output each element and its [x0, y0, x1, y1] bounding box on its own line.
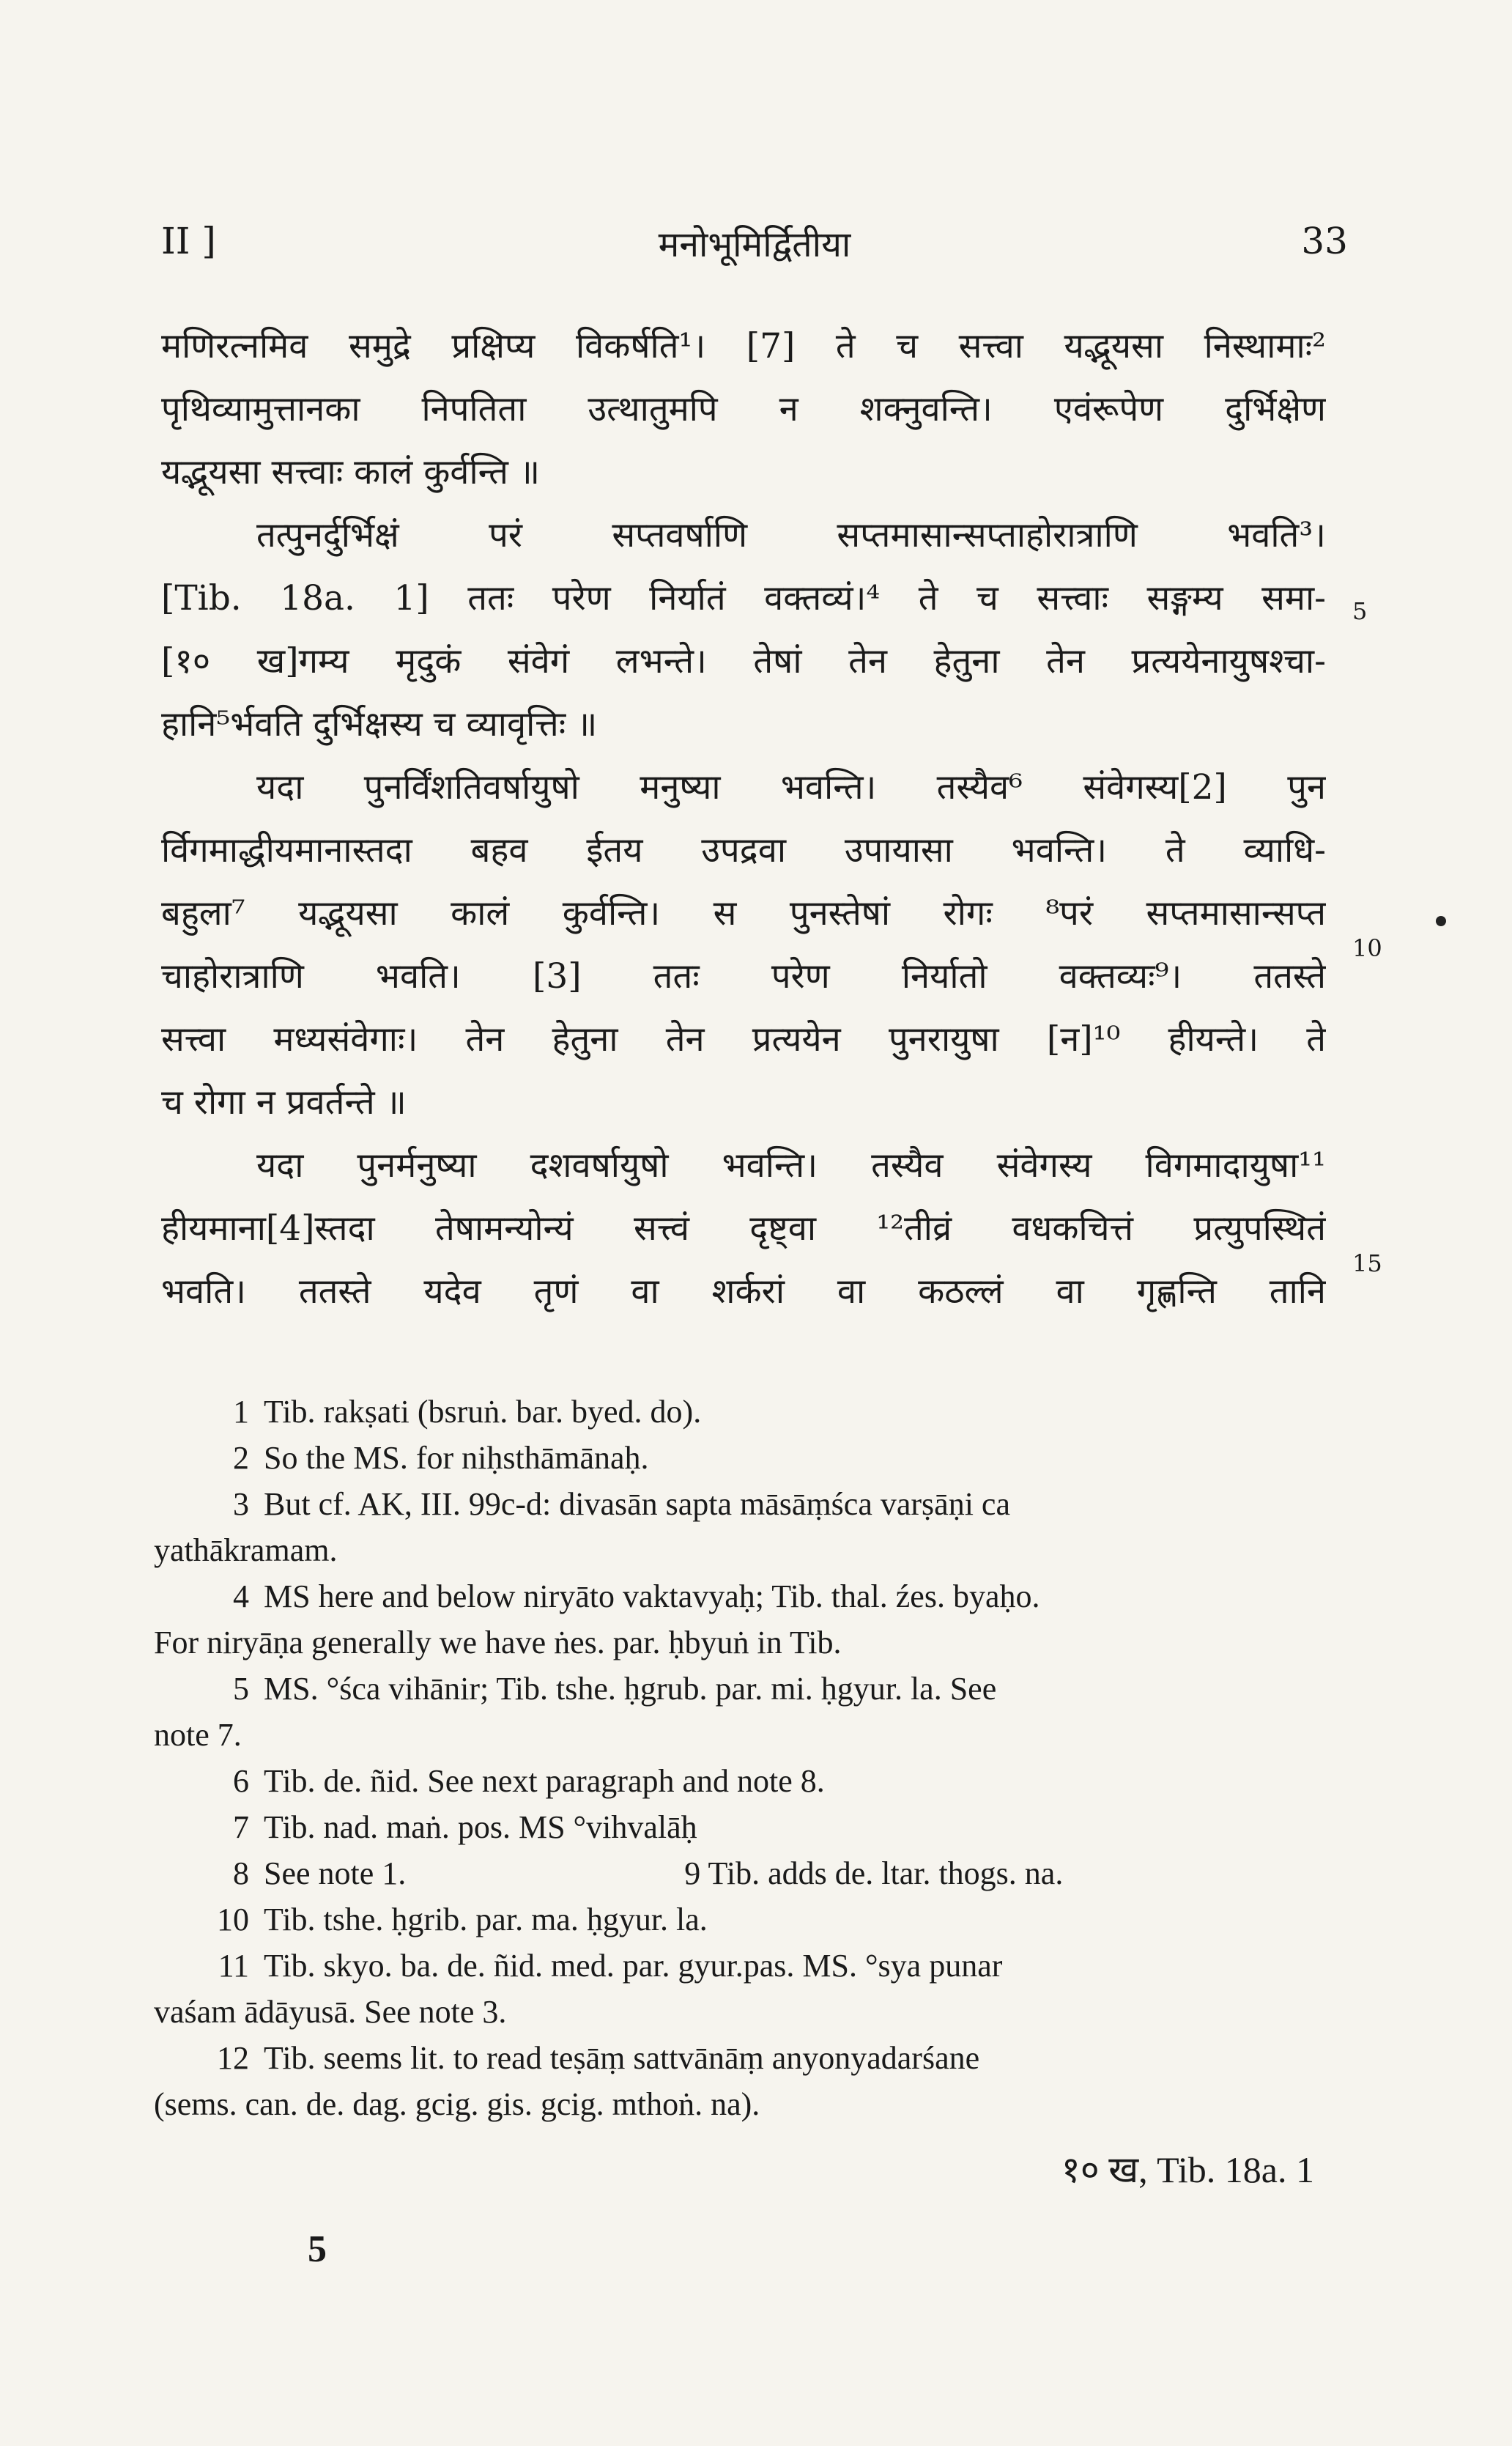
- footnote-pair: 8 See note 1. 9 Tib. adds de. ltar. thogs. na.: [233, 1855, 1064, 1891]
- margin-line-number: 15: [1352, 1249, 1382, 1277]
- footnote: 11 Tib. skyo. ba. de. ñid. med. par. gyur.pas. MS. °sya punar: [218, 1948, 1003, 1984]
- footnote: 3 But cf. AK, III. 99c-d: divasān sapta māsāṃśca varṣāṇi ca: [233, 1486, 1010, 1522]
- footnote: 12 Tib. seems lit. to read teṣāṃ sattvānāṃ anyonyadarśane: [217, 2040, 980, 2076]
- text-line: हीयमाना[4]स्तदा तेषामन्योन्यं सत्त्वं दृष्ट्वा ¹²तीव्रं वधकचित्तं प्रत्युपस्थितं: [161, 1208, 1326, 1249]
- ink-speck: [1436, 916, 1446, 926]
- footnote: 1 Tib. rakṣati (bsruṅ. bar. byed. do).: [233, 1394, 702, 1430]
- footnote-continuation: yathākramam.: [154, 1532, 338, 1568]
- text-line: यदा पुनर्विंशतिवर्षायुषो मनुष्या भवन्ति। तस्यैव⁶ संवेगस्य[2] पुन: [256, 767, 1326, 808]
- manuscript-siglum: १० ख, Tib. 18a. 1: [1061, 2149, 1314, 2190]
- footnote: 4 MS here and below niryāto vaktavyaḥ; Tib. thal. źes. byaḥo.: [233, 1578, 1040, 1614]
- text-line: भवति। ततस्ते यदेव तृणं वा शर्करां वा कठल्लं वा गृह्णन्ति तानि: [161, 1271, 1326, 1312]
- margin-line-number: 5: [1352, 597, 1368, 625]
- running-title: मनोभूमिर्द्वितीया: [658, 224, 851, 265]
- margin-line-number: 10: [1352, 934, 1382, 962]
- text-line: यदा पुनर्मनुष्या दशवर्षायुषो भवन्ति। तस्यैव संवेगस्य विगमादायुषा¹¹: [256, 1145, 1326, 1186]
- text-line: यद्भूयसा सत्त्वाः कालं कुर्वन्ति ॥: [161, 452, 540, 492]
- text-line: हानि⁵र्भवति दुर्भिक्षस्य च व्यावृत्तिः ॥: [161, 704, 598, 744]
- text-line: पृथिव्यामुत्तानका निपतिता उत्थातुमपि न शक्नुवन्ति। एवंरूपेण दुर्भिक्षेण: [161, 389, 1326, 429]
- text-line: सत्त्वा मध्यसंवेगाः। तेन हेतुना तेन प्रत्ययेन पुनरायुषा [न]¹⁰ हीयन्ते। ते: [161, 1019, 1326, 1060]
- footnote-continuation: For niryāṇa generally we have ṅes. par. ḥbyuṅ in Tib.: [154, 1625, 842, 1660]
- footnote: 7 Tib. nad. maṅ. pos. MS °vihvalāḥ: [233, 1809, 697, 1845]
- footnote-continuation: (sems. can. de. dag. gcig. gis. gcig. mthoṅ. na).: [154, 2086, 760, 2122]
- text-line: र्विगमाद्धीयमानास्तदा बहव ईतय उपद्रवा उपायासा भवन्ति। ते व्याधि-: [161, 830, 1326, 871]
- text-line: मणिरत्नमिव समुद्रे प्रक्षिप्य विकर्षति¹। [7] ते च सत्त्वा यद्भूयसा निस्थामाः²: [161, 326, 1326, 366]
- footnote: 10 Tib. tshe. ḥgrib. par. ma. ḥgyur. la.: [217, 1902, 708, 1937]
- footnotes: [154, 1389, 1326, 2127]
- footnote: 2 So the MS. for niḥsthāmānaḥ.: [233, 1440, 649, 1476]
- chapter-mark: II ]: [161, 220, 216, 262]
- folio-signature: 5: [308, 2228, 327, 2270]
- main-text: [161, 315, 1326, 1323]
- text-line: तत्पुनर्दुर्भिक्षं परं सप्तवर्षाणि सप्तमासान्सप्ताहोरात्राणि भवति³।: [256, 515, 1326, 555]
- page-number: 33: [1301, 220, 1348, 262]
- running-header: [161, 220, 1348, 278]
- text-line: च रोगा न प्रवर्तन्ते ॥: [161, 1082, 407, 1123]
- footnote: 6 Tib. de. ñid. See next paragraph and note 8.: [233, 1763, 825, 1799]
- text-line: [Tib. 18a. 1] ततः परेण निर्यातं वक्तव्यं।⁴ ते च सत्त्वाः सङ्गम्य समा-: [161, 578, 1326, 618]
- text-line: [१० ख]गम्य मृदुकं संवेगं लभन्ते। तेषां तेन हेतुना तेन प्रत्ययेनायुषश्चा-: [161, 641, 1326, 681]
- footnote-continuation: note 7.: [154, 1717, 242, 1753]
- footnote-continuation: vaśam ādāyusā. See note 3.: [154, 1994, 507, 2030]
- text-line: चाहोरात्राणि भवति। [3] ततः परेण निर्यातो वक्तव्यः⁹। ततस्ते: [161, 956, 1326, 997]
- text-line: बहुला⁷ यद्भूयसा कालं कुर्वन्ति। स पुनस्तेषां रोगः ⁸परं सप्तमासान्सप्त: [161, 893, 1326, 934]
- footnote: 5 MS. °śca vihānir; Tib. tshe. ḥgrub. par. mi. ḥgyur. la. See: [233, 1671, 997, 1707]
